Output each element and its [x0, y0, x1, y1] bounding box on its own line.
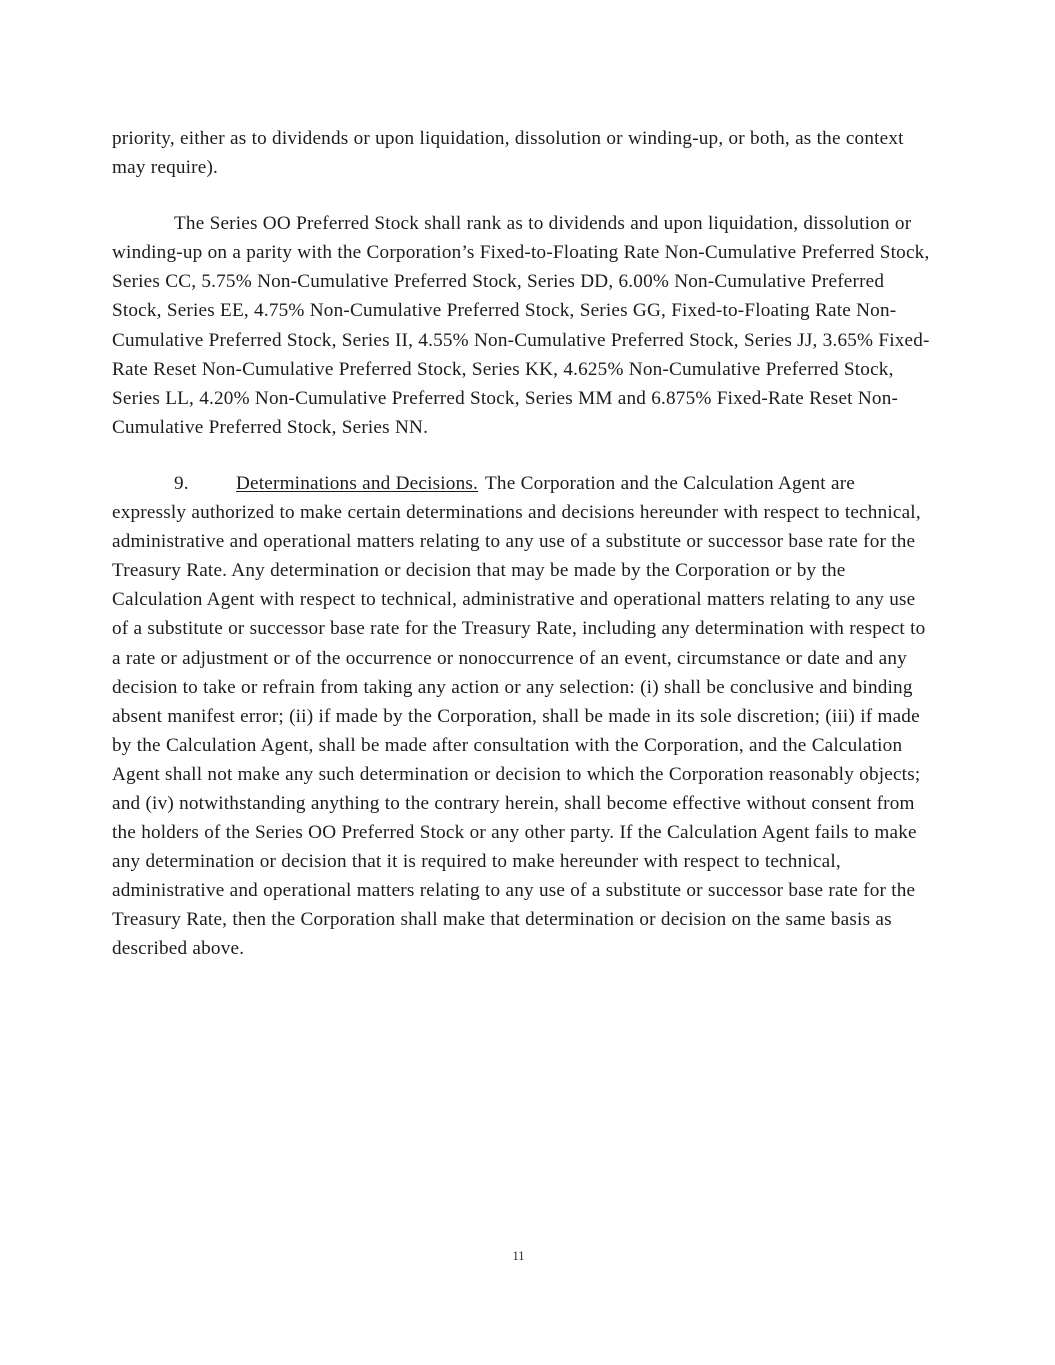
- section-9-determinations-and-decisions: [112, 469, 932, 964]
- section-number: 9.: [174, 472, 189, 494]
- paragraph-priority-continuation: priority, either as to dividends or upon liquidation, dissolution or winding-up, or both, as the context may require).: [112, 128, 904, 179]
- page-number: 11: [512, 1249, 525, 1263]
- section-title: Determinations and Decisions.: [236, 472, 479, 494]
- section-body-text: The Corporation and the Calculation Agent are expressly authorized to make certain determinations and decisions hereunder with respect to technical, administrative and operational matters relating to any use of a substitute or successor base rate for the Treasury Rate. Any determination or decision that may be made by the Corporation or by the Calculation Agent with respect to technical, administrative and operational matters relating to any use of a substitute or successor base rate for the Treasury Rate, including any determination with respect to a rate or adjustment or of the occurrence or nonoccurrence of an event, circumstance or date and any decision to take or refrain from taking any action or any selection: (i) shall be conclusive and binding absent manifest error; (ii) if made by the Corporation, shall be made in its sole discretion; (iii) if made by the Calculation Agent, shall be made after consultation with the Corporation, and the Calculation Agent shall not make any such determination or decision to which the Corporation reasonably objects; and (iv) notwithstanding anything to the contrary herein, shall become effective without consent from the holders of the Series OO Preferred Stock or any other party. If the Calculation Agent fails to make any determination or decision that it is required to make hereunder with respect to technical, administrative and operational matters relating to any use of a substitute or successor base rate for the Treasury Rate, then the Corporation shall make that determination or decision on the same basis as described above.: [112, 472, 926, 960]
- paragraph-series-oo-ranking: The Series OO Preferred Stock shall rank as to dividends and upon liquidation, dissolution or winding-up on a parity with the Corporation’s Fixed-to-Floating Rate Non-Cumulative Preferred Stock, Series CC, 5.75% Non-Cumulative Preferred Stock, Series DD, 6.00% Non-Cumulative Preferred Stock, Series EE, 4.75% Non-Cumulative Preferred Stock, Series GG, Fixed-to-Floating Rate Non-Cumulative Preferred Stock, Series II, 4.55% Non-Cumulative Preferred Stock, Series JJ, 3.65% Fixed-Rate Reset Non-Cumulative Preferred Stock, Series KK, 4.625% Non-Cumulative Preferred Stock, Series LL, 4.20% Non-Cumulative Preferred Stock, Series MM and 6.875% Fixed-Rate Reset Non-Cumulative Preferred Stock, Series NN.: [112, 213, 930, 438]
- document-body: [112, 124, 932, 964]
